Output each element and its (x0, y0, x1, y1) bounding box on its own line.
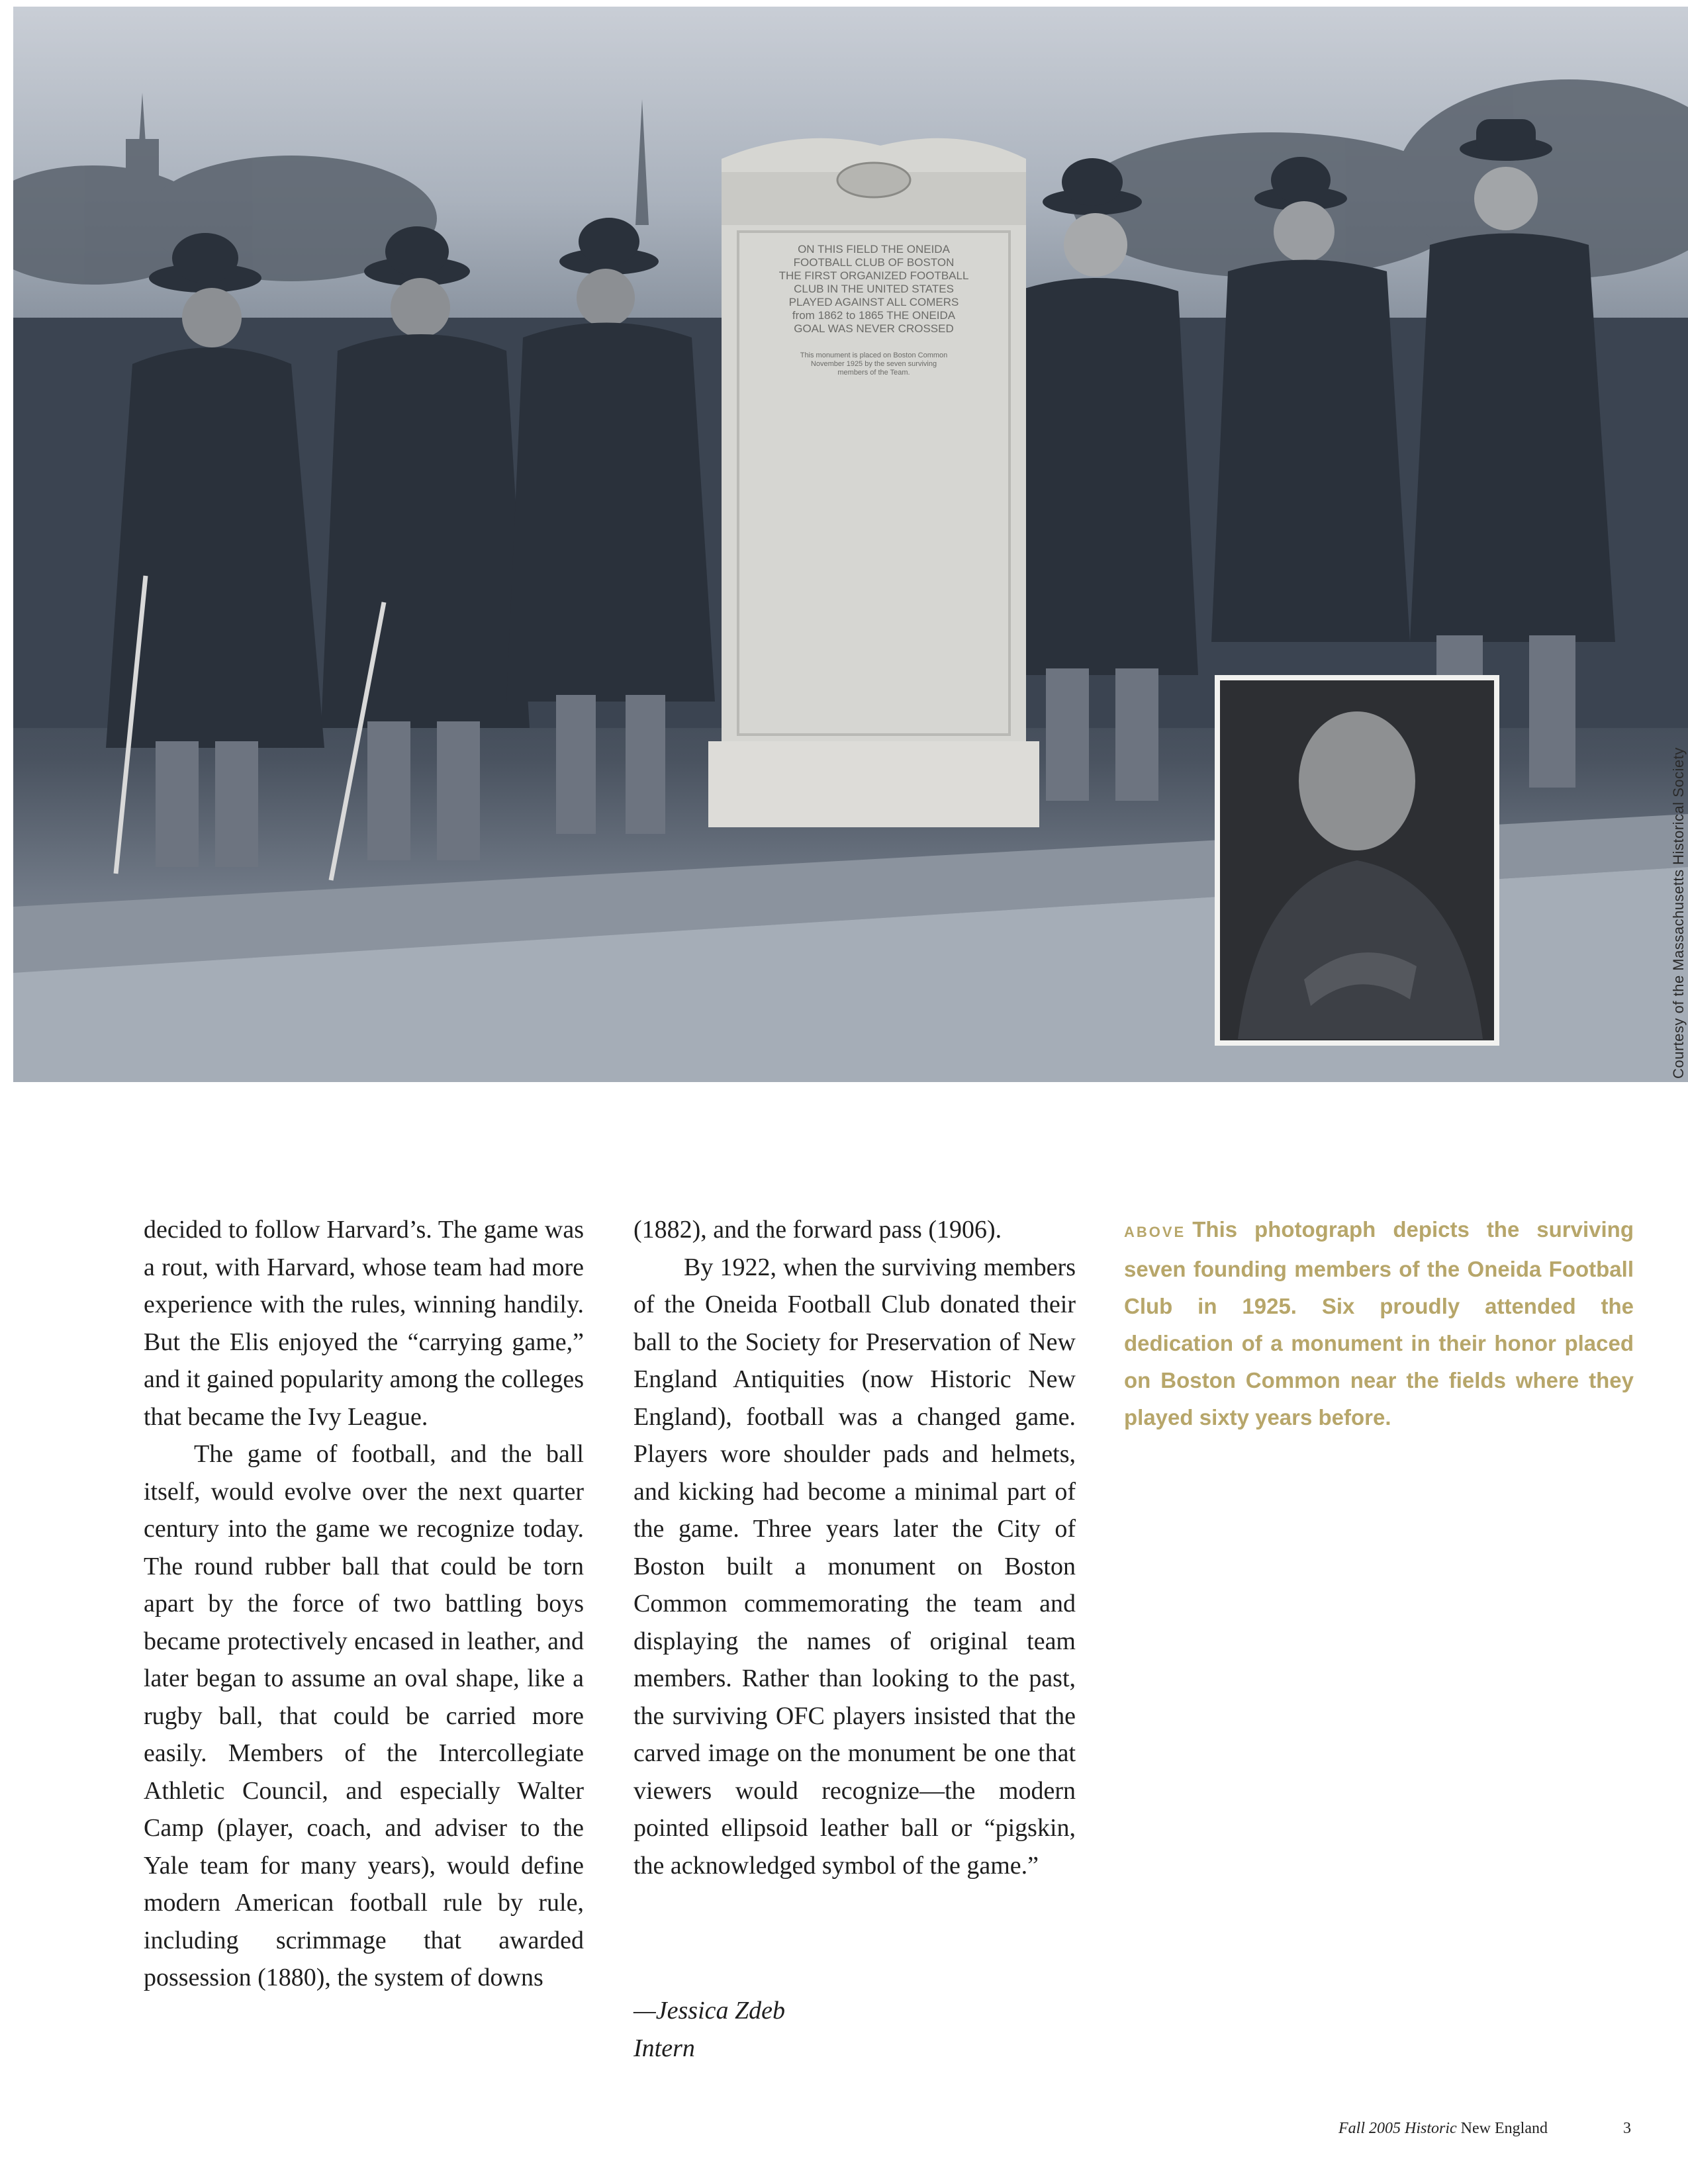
inscription-line: FOOTBALL CLUB OF BOSTON (793, 256, 955, 269)
inscription-line: from 1862 to 1865 THE ONEIDA (792, 309, 956, 322)
photo-oneida-monument (13, 7, 1688, 1082)
article-column-2 (633, 1211, 1076, 1884)
author-signature (633, 1992, 785, 2068)
article-column-1 (144, 1211, 584, 1997)
inscription-note: members of the Team. (837, 369, 910, 377)
footer-publication-italic: Historic (1405, 2120, 1457, 2137)
paragraph: decided to follow Harvard’s. The game was a rout, with Harvard, whose team had more experience with the rules, winning handily. But the Elis enjoyed the “carrying game,” and it gained popularity among the colleges that became the Ivy League. (144, 1216, 584, 1431)
author-name: —Jessica Zdeb (633, 1997, 786, 2025)
inset-portrait (1215, 675, 1499, 1046)
inscription-line: ON THIS FIELD THE ONEIDA (798, 243, 950, 255)
author-role: Intern (633, 2034, 695, 2062)
photo-credit: Courtesy of the Massachusetts Historical Society (1670, 747, 1687, 1079)
inscription-note: November 1925 by the seven surviving (810, 360, 937, 368)
photo-caption (1124, 1211, 1634, 1436)
footer-season: Fall 2005 (1338, 2120, 1401, 2137)
inscription-line: CLUB IN THE UNITED STATES (794, 283, 954, 295)
photo-scene (13, 7, 1688, 1082)
inscription-line: THE FIRST ORGANIZED FOOTBALL (778, 269, 969, 282)
caption-label: ABOVE (1124, 1224, 1186, 1240)
monument (708, 138, 1039, 827)
football-carving (837, 163, 910, 197)
footer-folio (1338, 2120, 1548, 2138)
paragraph: (1882), and the forward pass (1906). (633, 1216, 1002, 1244)
monument-inscription (779, 243, 969, 377)
paragraph: The game of football, and the ball itself, would evolve over the next quarter century into the game we recognize today. The round rubber ball that could be torn apart by the force of two battling boys became protectively encased in leather, and later began to assume an oval shape, like a rugby ball, that could be carried more easily. Members of the Intercollegiate Athletic Council, and especially Walter Camp (player, coach, and adviser to the Yale team for many years), would define modern American football rule by rule, including scrimmage that awarded possession (1880), the system of downs (144, 1440, 584, 1991)
inscription-line: PLAYED AGAINST ALL COMERS (788, 296, 959, 308)
paragraph: By 1922, when the surviving members of the Oneida Football Club donated their ball to the Society for Preservation of New England Antiquities (now Historic New England), football was a changed game. Players wore shoulder pads and helmets, and kicking had become a minimal part of the game. Three years later the City of Boston built a monument on Boston Common commemorating the team and displaying the names of original team members. Rather than looking to the past, the surviving OFC players insisted that the carved image on the monument be one that viewers would recognize—the modern pointed ellipsoid leather ball or “pigskin, the acknowledged symbol of the game.” (633, 1253, 1076, 1880)
page-number: 3 (1623, 2120, 1631, 2137)
caption-text: This photograph depicts the surviving seven founding members of the Oneida Football Club in 1925. Six proudly attended the dedication of a monument in their honor placed on Boston Common near the fields where they played sixty years before. (1124, 1217, 1634, 1430)
footer-publication-rest: New England (1460, 2120, 1548, 2137)
inscription-line: GOAL WAS NEVER CROSSED (794, 322, 954, 335)
inscription-note: This monument is placed on Boston Common (800, 351, 948, 359)
